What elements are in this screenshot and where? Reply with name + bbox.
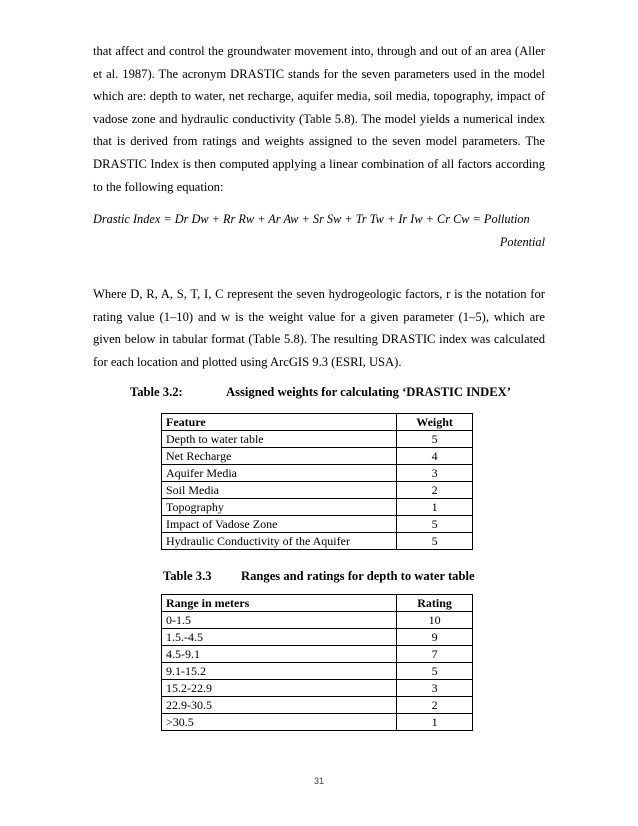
- table-row: [162, 629, 473, 646]
- weight-cell: 2: [397, 482, 473, 499]
- weights-table: [161, 413, 473, 550]
- table1-caption: [130, 385, 511, 400]
- column-header-weight: Weight: [397, 414, 473, 431]
- column-header-rating: Rating: [397, 595, 473, 612]
- table2-caption: [163, 569, 475, 584]
- rating-cell: 3: [397, 680, 473, 697]
- weight-cell: 1: [397, 499, 473, 516]
- weight-cell: 5: [397, 533, 473, 550]
- equation-line-2: Potential: [499, 235, 545, 249]
- range-cell: 9.1-15.2: [162, 663, 397, 680]
- rating-cell: 2: [397, 697, 473, 714]
- column-header-range: Range in meters: [162, 595, 397, 612]
- feature-cell: Aquifer Media: [162, 465, 397, 482]
- rating-cell: 7: [397, 646, 473, 663]
- range-cell: 15.2-22.9: [162, 680, 397, 697]
- table-row: [162, 612, 473, 629]
- page-number: 31: [313, 776, 324, 786]
- table-row: [162, 499, 473, 516]
- range-cell: 1.5.-4.5: [162, 629, 397, 646]
- feature-cell: Net Recharge: [162, 448, 397, 465]
- intro-paragraph: [93, 40, 545, 198]
- range-cell: 4.5-9.1: [162, 646, 397, 663]
- table-row: [162, 516, 473, 533]
- feature-cell: Topography: [162, 499, 397, 516]
- table-header-row: [162, 595, 473, 612]
- table-row: [162, 646, 473, 663]
- weight-cell: 3: [397, 465, 473, 482]
- drastic-equation: [93, 208, 545, 254]
- weight-cell: 5: [397, 516, 473, 533]
- rating-cell: 9: [397, 629, 473, 646]
- depth-ratings-table: [161, 594, 473, 731]
- table-row: [162, 533, 473, 550]
- intro-text: that affect and control the groundwater movement into, through and out of an area (Aller et al. 1987). The acronym DRASTIC stands for the seven parameters used in the model which are: depth to water, net recharge, aquifer media, soil media, topography, impact of vadose zone and hydraulic conductivity (Table 5.8). The model yields a numerical index that is derived from ratings and weights assigned to the seven model parameters. The DRASTIC Index is then computed applying a linear combination of all factors according to the following equation:: [93, 44, 545, 194]
- feature-cell: Hydraulic Conductivity of the Aquifer: [162, 533, 397, 550]
- rating-cell: 10: [397, 612, 473, 629]
- weight-cell: 5: [397, 431, 473, 448]
- feature-cell: Impact of Vadose Zone: [162, 516, 397, 533]
- equation-line-1: Drastic Index = Dr Dw + Rr Rw + Ar Aw + Sr Sw + Tr Tw + Ir Iw + Cr Cw = Pollution: [93, 212, 530, 226]
- rating-cell: 5: [397, 663, 473, 680]
- feature-cell: Soil Media: [162, 482, 397, 499]
- table2-number: Table 3.3: [163, 569, 212, 583]
- table-row: [162, 431, 473, 448]
- table-row: [162, 714, 473, 731]
- table1-title: Assigned weights for calculating ‘DRASTIC INDEX’: [226, 385, 511, 399]
- table-row: [162, 663, 473, 680]
- table-header-row: [162, 414, 473, 431]
- table-row: [162, 680, 473, 697]
- table1-number: Table 3.2:: [130, 385, 183, 399]
- table-row: [162, 448, 473, 465]
- weight-cell: 4: [397, 448, 473, 465]
- table-row: [162, 697, 473, 714]
- range-cell: 0-1.5: [162, 612, 397, 629]
- table-row: [162, 482, 473, 499]
- explanation-paragraph: [93, 283, 545, 373]
- column-header-feature: Feature: [162, 414, 397, 431]
- table-row: [162, 465, 473, 482]
- range-cell: 22.9-30.5: [162, 697, 397, 714]
- feature-cell: Depth to water table: [162, 431, 397, 448]
- table2-title: Ranges and ratings for depth to water table: [241, 569, 475, 583]
- rating-cell: 1: [397, 714, 473, 731]
- range-cell: >30.5: [162, 714, 397, 731]
- explanation-text: Where D, R, A, S, T, I, C represent the seven hydrogeologic factors, r is the notation for rating value (1–10) and w is the weight value for a given parameter (1–5), which are given below in tabular format (Table 5.8). The resulting DRASTIC index was calculated for each location and plotted using ArcGIS 9.3 (ESRI, USA).: [93, 287, 545, 369]
